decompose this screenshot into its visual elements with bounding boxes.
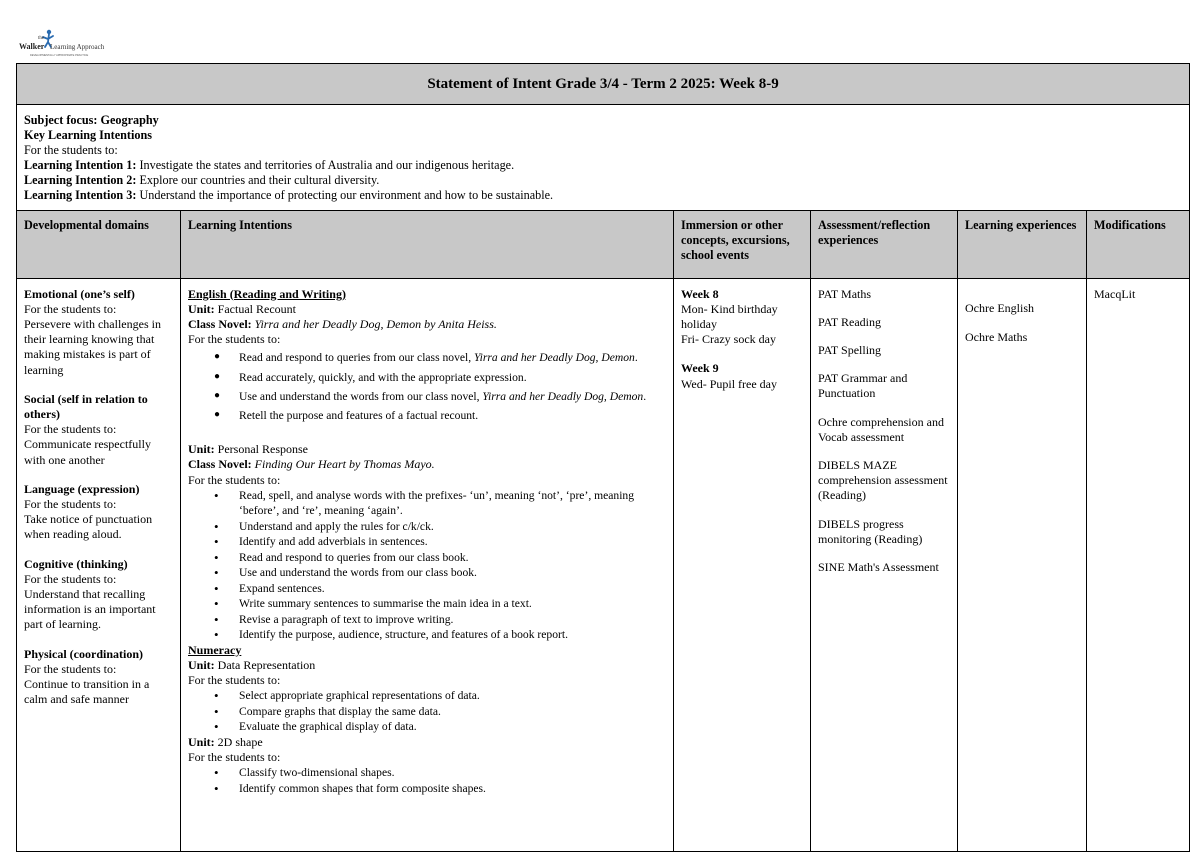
learning-intention-3: Learning Intention 3: Understand the importance of protecting our environment and how to be sustainable.: [24, 188, 554, 203]
header-learning-intentions: Learning Intentions: [181, 210, 674, 278]
content-row: [17, 278, 1190, 851]
week-9-event-1: Wed- Pupil free day: [681, 376, 777, 391]
assessment-item: SINE Math's Assessment: [818, 560, 939, 574]
header-learning-experiences: Learning experiences: [958, 210, 1087, 278]
key-intentions-heading: Key Learning Intentions: [24, 128, 152, 143]
list-item: ● Use and understand the words from our class novel, Yirra and her Deadly Dog, Demon.: [188, 390, 666, 404]
english-unit-2: Unit: Personal Response: [188, 442, 308, 457]
english-lead-2: For the students to:: [188, 472, 281, 487]
logo-name-bold: Walker: [19, 42, 45, 51]
domain-social: Social (self in relation to others) For the students to: Communicate respectfully with one another: [24, 391, 151, 467]
list-item: • Identify common shapes that form composite shapes.: [188, 781, 666, 797]
numeracy-list-1: [188, 688, 666, 735]
learning-intention-2: Learning Intention 2: Explore our countries and their cultural diversity.: [24, 173, 380, 188]
list-item: • Write summary sentences to summarise the main idea in a text.: [188, 596, 666, 612]
modifications-cell: [1087, 278, 1190, 851]
list-item: • Expand sentences.: [188, 581, 666, 597]
week-9-label: Week 9: [681, 361, 719, 376]
list-item: ● Retell the purpose and features of a factual recount.: [188, 409, 666, 423]
column-header-row: [17, 210, 1190, 278]
logo-name-rest: Learning Approach: [50, 43, 105, 51]
english-unit-1: Unit: Factual Recount: [188, 301, 296, 316]
list-item: • Evaluate the graphical display of data.: [188, 719, 666, 735]
learning-intention-1: Learning Intention 1: Investigate the states and territories of Australia and our indigenous heritage.: [24, 158, 515, 173]
domains-cell: [17, 278, 181, 851]
list-item: • Read, spell, and analyse words with the prefixes- ‘un’, meaning ‘not’, ‘pre’, meaning ‘before’, and ‘re’, meaning ‘again’.: [188, 488, 666, 519]
list-item: • Revise a paragraph of text to improve writing.: [188, 612, 666, 628]
list-item: • Read and respond to queries from our class book.: [188, 550, 666, 566]
learning-experience-item: Ochre Maths: [965, 329, 1028, 344]
subject-focus: Subject focus: Geography: [24, 113, 159, 127]
list-item: • Understand and apply the rules for c/k/ck.: [188, 519, 666, 535]
numeracy-lead-1: For the students to:: [188, 673, 281, 688]
numeracy-heading: Numeracy: [188, 642, 242, 657]
logo-tagline: DEVELOPMENTALLY APPROPRIATE PRACTICE: [30, 54, 89, 57]
page-title: Statement of Intent Grade 3/4 - Term 2 2025: Week 8-9: [17, 64, 1190, 105]
immersion-cell: [674, 278, 811, 851]
header-developmental-domains: Developmental domains: [17, 210, 181, 278]
domain-physical: Physical (coordination) For the students to: Continue to transition in a calm and safe manner: [24, 646, 150, 707]
assessment-item: PAT Reading: [818, 314, 882, 329]
english-heading: English (Reading and Writing): [188, 286, 346, 301]
assessment-cell: [811, 278, 958, 851]
english-novel-2: Class Novel: Finding Our Heart by Thomas Mayo.: [188, 457, 435, 472]
assessment-item: DIBELS MAZE comprehension assessment (Reading): [818, 457, 948, 503]
list-item: • Select appropriate graphical representations of data.: [188, 688, 666, 704]
week-8-event-1: Mon- Kind birthday holiday: [681, 301, 778, 331]
assessment-item: DIBELS progress monitoring (Reading): [818, 516, 923, 546]
domain-language: Language (expression) For the students to: Take notice of punctuation when reading aloud.: [24, 481, 153, 542]
week-8-event-2: Fri- Crazy sock day: [681, 332, 776, 347]
domain-cognitive: Cognitive (thinking) For the students to: Understand that recalling information is an important part of learning.: [24, 556, 156, 632]
statement-table: [16, 63, 1190, 852]
list-item: • Identify the purpose, audience, structure, and features of a book report.: [188, 627, 666, 643]
list-item: ● Read and respond to queries from our class novel, Yirra and her Deadly Dog, Demon.: [188, 351, 666, 365]
header-modifications: Modifications: [1087, 210, 1190, 278]
learning-experience-item: Ochre English: [965, 300, 1034, 315]
list-item: • Identify and add adverbials in sentences.: [188, 534, 666, 550]
header-immersion: Immersion or other concepts, excursions, school events: [674, 210, 811, 278]
assessment-item: PAT Spelling: [818, 342, 882, 357]
assessment-item: Ochre comprehension and Vocab assessment: [818, 414, 944, 444]
numeracy-unit-2: Unit: 2D shape: [188, 734, 263, 749]
week-8-label: Week 8: [681, 286, 719, 301]
walker-logo: [18, 28, 118, 60]
for-students-text: For the students to:: [24, 143, 118, 158]
domain-emotional: Emotional (one’s self) For the students to: Persevere with challenges in their learning knowing that making mistakes is part of learning: [24, 286, 161, 377]
assessment-item: PAT Maths: [818, 286, 872, 301]
list-item: • Classify two-dimensional shapes.: [188, 765, 666, 781]
list-item: ● Read accurately, quickly, and with the appropriate expression.: [188, 371, 666, 385]
list-item: • Compare graphs that display the same data.: [188, 704, 666, 720]
assessment-item: PAT Grammar and Punctuation: [818, 371, 908, 401]
numeracy-unit-1: Unit: Data Representation: [188, 658, 316, 672]
english-lead-1: For the students to:: [188, 332, 281, 347]
header-assessment: Assessment/reflection experiences: [811, 210, 958, 278]
modification-item: MacqLit: [1094, 286, 1136, 301]
list-item: • Use and understand the words from our class book.: [188, 565, 666, 581]
numeracy-list-2: [188, 765, 666, 796]
learning-experiences-cell: [958, 278, 1087, 851]
english-list-1: [188, 351, 666, 423]
numeracy-lead-2: For the students to:: [188, 750, 281, 765]
english-novel-1: Class Novel: Yirra and her Deadly Dog, Demon by Anita Heiss.: [188, 316, 497, 331]
logo-prefix: the: [38, 36, 45, 41]
subject-focus-section: [17, 105, 1190, 211]
english-list-2: [188, 488, 666, 643]
learning-intentions-cell: [181, 278, 674, 851]
